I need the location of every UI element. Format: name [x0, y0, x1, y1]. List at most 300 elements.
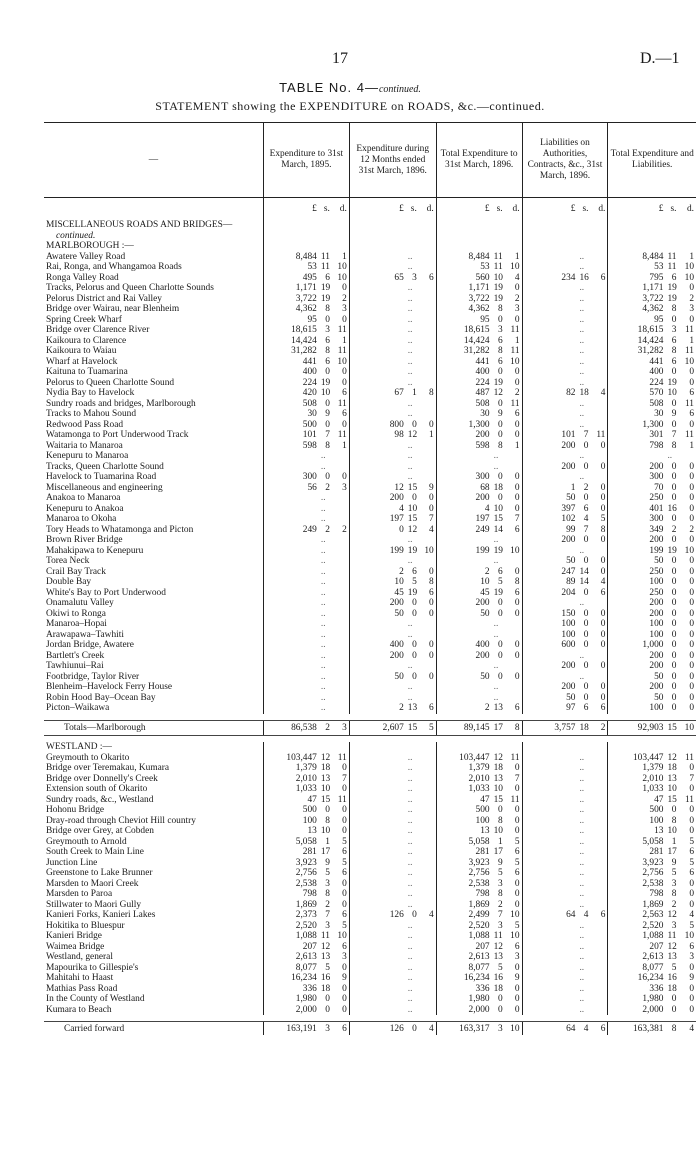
- empty-cell: [522, 994, 577, 1005]
- pence-cell: 0: [689, 619, 694, 629]
- pence-cell: 0: [342, 314, 347, 325]
- empty-cell: ..: [579, 941, 585, 952]
- pence-cell: 0: [429, 503, 434, 514]
- pence-cell: 0: [689, 703, 694, 713]
- shillings-cell: 8: [497, 815, 503, 826]
- pounds-cell: 18,615: [608, 325, 666, 336]
- pounds-cell: 420: [263, 388, 318, 399]
- pounds-cell: 92,903: [608, 720, 666, 736]
- table-row: [44, 868, 696, 879]
- empty-cell: [332, 577, 349, 588]
- pounds-cell: 47: [608, 795, 666, 806]
- pence-cell: 6: [689, 868, 694, 878]
- table-row: [44, 262, 696, 273]
- empty-cell: [419, 535, 436, 546]
- row-label: Bridge over Teremakau, Kumara: [46, 763, 170, 773]
- section-heading-row: [44, 231, 696, 242]
- empty-cell: ..: [407, 952, 413, 962]
- pounds-cell: 100: [522, 619, 577, 630]
- pounds-cell: 5,058: [436, 837, 491, 848]
- pence-cell: 0: [689, 608, 694, 619]
- row-label: Greenstone to Lake Brunner: [46, 868, 153, 878]
- empty-cell: [406, 742, 419, 753]
- empty-cell: [332, 231, 349, 242]
- pounds-cell: 3,757: [522, 720, 577, 736]
- pence-cell: 0: [514, 826, 520, 836]
- empty-cell: [522, 346, 577, 357]
- row-label: Rai, Ronga, and Whangamoa Roads: [46, 262, 182, 272]
- pounds-cell: 2,000: [608, 1005, 666, 1016]
- empty-cell: [492, 241, 505, 252]
- shillings-cell: 9: [325, 409, 330, 419]
- pence-cell: 0: [689, 815, 694, 826]
- unit-label: s.: [582, 203, 589, 214]
- pounds-cell: 250: [608, 588, 666, 599]
- empty-cell: [590, 879, 607, 890]
- pence-cell: 0: [514, 889, 520, 899]
- row-label: Dray-road through Cheviot Hill country: [46, 815, 196, 826]
- empty-cell: [419, 619, 436, 630]
- shillings-cell: 10: [493, 503, 503, 514]
- empty-cell: [590, 921, 607, 932]
- shillings-cell: 8: [497, 440, 503, 451]
- shillings-cell: 3: [319, 1022, 332, 1035]
- pounds-cell: 300: [608, 514, 666, 525]
- pence-cell: 9: [429, 482, 434, 493]
- shillings-cell: 19: [320, 283, 331, 293]
- pence-cell: 0: [342, 826, 347, 836]
- empty-cell: [319, 241, 332, 252]
- expenditure-table: [44, 122, 696, 1035]
- pounds-cell: 8,484: [263, 252, 318, 263]
- pounds-cell: 487: [436, 388, 491, 399]
- shillings-cell: 5: [325, 868, 330, 878]
- shillings-cell: 12: [493, 941, 503, 952]
- empty-cell: ..: [493, 619, 499, 629]
- empty-cell: [522, 858, 577, 869]
- empty-cell: ..: [579, 409, 585, 419]
- empty-cell: [522, 262, 577, 273]
- row-label: Kaikoura to Waiau: [46, 346, 117, 356]
- shillings-cell: 0: [583, 629, 589, 640]
- empty-cell: ..: [320, 461, 326, 472]
- row-label: Havelock to Tuamarina Road: [46, 472, 157, 482]
- pence-cell: 4: [429, 524, 434, 535]
- empty-cell: [419, 378, 436, 389]
- table-row: [44, 763, 696, 774]
- pence-cell: 6: [342, 388, 347, 398]
- empty-cell: [419, 742, 436, 753]
- table-row: [44, 703, 696, 714]
- shillings-cell: 19: [320, 293, 331, 304]
- pounds-cell: 50: [608, 672, 666, 683]
- pounds-cell: 95: [436, 315, 491, 326]
- empty-cell: ..: [320, 703, 326, 713]
- pence-cell: 0: [429, 493, 434, 503]
- pounds-cell: 68: [436, 483, 491, 494]
- pounds-cell: 100: [608, 703, 666, 714]
- empty-cell: [678, 220, 696, 231]
- empty-cell: [419, 451, 436, 462]
- shillings-cell: 0: [671, 805, 677, 815]
- empty-cell: [419, 973, 436, 984]
- empty-cell: ..: [407, 535, 413, 545]
- pounds-cell: 1,379: [608, 763, 666, 774]
- pence-cell: 1: [514, 440, 520, 451]
- pence-cell: 0: [689, 682, 694, 692]
- pence-cell: 0: [689, 640, 694, 650]
- table-row: [44, 420, 696, 431]
- table-row: [44, 483, 696, 494]
- pounds-cell: 163,381: [608, 1022, 666, 1035]
- unit-label: s.: [323, 203, 330, 214]
- empty-cell: [590, 399, 607, 410]
- pence-cell: 0: [342, 805, 347, 815]
- pence-cell: 1: [342, 440, 347, 451]
- empty-cell: [349, 973, 405, 984]
- shillings-cell: 5: [497, 962, 503, 973]
- shillings-cell: 0: [671, 682, 677, 692]
- pence-cell: 0: [429, 650, 434, 661]
- pounds-cell: 200: [522, 535, 577, 546]
- pence-cell: 0: [514, 763, 520, 773]
- shillings-cell: 18: [493, 983, 503, 994]
- empty-cell: [522, 763, 577, 774]
- empty-cell: [505, 661, 522, 672]
- pence-cell: 5: [342, 920, 347, 931]
- empty-cell: [419, 357, 436, 368]
- pence-cell: 0: [514, 671, 520, 682]
- pounds-cell: 14,424: [263, 336, 318, 347]
- pence-cell: 6: [342, 941, 347, 952]
- pence-cell: 11: [337, 346, 347, 356]
- empty-cell: [590, 826, 607, 837]
- row-label: Marsden to Maori Creek: [46, 878, 139, 889]
- row-label: Robin Hood Bay–Ocean Bay: [46, 692, 156, 703]
- table-row: [44, 693, 696, 704]
- shillings-cell: 5: [325, 962, 330, 973]
- pence-cell: 11: [510, 398, 520, 409]
- pounds-cell: 70: [608, 483, 666, 494]
- pence-cell: 0: [342, 472, 347, 482]
- empty-cell: [608, 241, 666, 252]
- row-label: South Creek to Main Line: [46, 847, 144, 857]
- pounds-cell: 50: [522, 493, 577, 504]
- table-row: [44, 682, 696, 693]
- pence-cell: 0: [689, 493, 694, 503]
- empty-cell: [522, 231, 577, 242]
- row-label: Bridge over Wairau, near Blenheim: [46, 304, 180, 314]
- pounds-cell: 200: [608, 661, 666, 672]
- empty-cell: [349, 816, 405, 827]
- empty-cell: ..: [579, 994, 585, 1004]
- row-label: Awatere Valley Road: [46, 251, 126, 262]
- pence-cell: 0: [689, 283, 694, 293]
- row-label: Torea Neck: [46, 556, 90, 566]
- empty-cell: ..: [320, 556, 326, 566]
- pounds-cell: 2: [349, 703, 405, 714]
- empty-cell: ..: [407, 941, 413, 952]
- table-row: [44, 651, 696, 662]
- table-row: [44, 346, 696, 357]
- pence-cell: 0: [600, 640, 606, 650]
- pence-cell: 0: [514, 566, 520, 577]
- shillings-cell: 2: [319, 720, 332, 736]
- pounds-cell: 4: [436, 504, 491, 515]
- empty-cell: ..: [320, 629, 326, 640]
- table-row: [44, 514, 696, 525]
- pence-cell: 3: [342, 952, 347, 962]
- pounds-cell: 1,171: [436, 283, 491, 294]
- pence-cell: 6: [600, 703, 606, 713]
- table-row: [44, 462, 696, 473]
- table-row: [44, 879, 696, 890]
- shillings-cell: 0: [671, 398, 677, 409]
- pounds-cell: 200: [608, 535, 666, 546]
- table-row: [44, 556, 696, 567]
- empty-cell: [263, 672, 318, 683]
- empty-cell: [590, 262, 607, 273]
- shillings-cell: 0: [583, 661, 589, 671]
- pence-cell: 0: [600, 482, 606, 493]
- row-label: Wharf at Havelock: [46, 356, 118, 367]
- shillings-cell: 18: [493, 482, 503, 493]
- pence-cell: 10: [684, 262, 694, 272]
- table-row: [44, 252, 696, 263]
- pounds-cell: 10: [349, 577, 405, 588]
- empty-cell: [419, 1005, 436, 1016]
- pounds-cell: 100: [436, 816, 491, 827]
- shillings-cell: 3: [671, 325, 677, 335]
- pounds-cell: 207: [608, 942, 666, 953]
- pounds-cell: 200: [436, 493, 491, 504]
- empty-cell: [332, 556, 349, 567]
- empty-cell: [349, 451, 405, 462]
- empty-cell: [522, 325, 577, 336]
- row-label: Jordan Bridge, Awatere: [46, 640, 134, 650]
- shillings-cell: 9: [671, 857, 677, 868]
- empty-cell: ..: [493, 629, 499, 640]
- empty-cell: ..: [493, 461, 499, 472]
- table-row: [44, 598, 696, 609]
- shillings-cell: 7: [583, 524, 589, 535]
- pence-cell: 0: [514, 962, 520, 973]
- shillings-cell: 19: [667, 545, 677, 556]
- pence-cell: 2: [590, 720, 607, 736]
- empty-cell: [665, 220, 678, 231]
- pence-cell: 0: [429, 598, 434, 608]
- table-row: [44, 451, 696, 462]
- shillings-cell: 0: [671, 472, 677, 482]
- pence-cell: 0: [600, 493, 606, 503]
- section-heading: continued.: [56, 230, 96, 241]
- empty-cell: [522, 283, 577, 294]
- pounds-cell: 1,088: [436, 931, 491, 942]
- pence-cell: 0: [429, 671, 434, 682]
- pence-cell: 11: [510, 752, 520, 763]
- pence-cell: 10: [337, 356, 347, 367]
- empty-cell: [332, 462, 349, 473]
- table-row: [44, 357, 696, 368]
- shillings-cell: 14: [579, 577, 589, 587]
- table-row: [44, 430, 696, 441]
- shillings-cell: 17: [493, 847, 503, 857]
- pence-cell: 10: [678, 720, 696, 736]
- pounds-cell: 300: [608, 472, 666, 483]
- empty-cell: [590, 420, 607, 431]
- pence-cell: 0: [689, 514, 694, 524]
- empty-cell: ..: [320, 545, 326, 556]
- empty-cell: [349, 661, 405, 672]
- pence-cell: 0: [342, 889, 347, 899]
- shillings-cell: 2: [671, 524, 677, 535]
- pence-cell: 0: [514, 472, 520, 482]
- pence-cell: 6: [514, 409, 520, 419]
- row-label: Marsden to Paroa: [46, 889, 113, 899]
- table-row: [44, 774, 696, 785]
- pence-cell: 0: [689, 472, 694, 482]
- shillings-cell: 0: [497, 472, 503, 482]
- empty-cell: [590, 868, 607, 879]
- pence-cell: 8: [600, 524, 606, 535]
- row-label: Waimea Bridge: [46, 941, 105, 952]
- pounds-cell: 2,010: [608, 774, 666, 785]
- empty-cell: [522, 942, 577, 953]
- pounds-cell: 50: [349, 609, 405, 620]
- empty-cell: [263, 577, 318, 588]
- empty-cell: ..: [407, 335, 413, 346]
- empty-cell: [590, 900, 607, 911]
- pounds-cell: 2,756: [436, 868, 491, 879]
- empty-cell: [349, 304, 405, 315]
- pounds-cell: 3,923: [608, 858, 666, 869]
- empty-cell: [522, 451, 577, 462]
- pounds-cell: 204: [522, 588, 577, 599]
- shillings-cell: 13: [667, 773, 677, 784]
- units-label-cell: [44, 198, 263, 221]
- pounds-cell: 126: [349, 910, 405, 921]
- column-header: Expenditure during 12 Months ended 31st March, 1896.: [349, 123, 436, 198]
- pence-cell: 1: [514, 251, 520, 262]
- pence-cell: 11: [337, 325, 347, 335]
- pounds-cell: 1,171: [263, 283, 318, 294]
- pounds-cell: 4,362: [608, 304, 666, 315]
- pence-cell: 0: [514, 983, 520, 994]
- pence-cell: 5: [600, 514, 606, 524]
- pence-cell: 4: [600, 577, 606, 587]
- shillings-cell: 1: [325, 836, 330, 847]
- pounds-cell: 100: [608, 619, 666, 630]
- table-row: [44, 336, 696, 347]
- pounds-cell: 400: [436, 367, 491, 378]
- pence-cell: 0: [689, 784, 694, 794]
- empty-cell: [419, 826, 436, 837]
- empty-cell: [419, 220, 436, 231]
- unit-label: d.: [426, 203, 434, 214]
- pence-cell: 0: [514, 805, 520, 815]
- empty-cell: [522, 651, 577, 662]
- row-label: Sundry roads, &c., Westland: [46, 794, 154, 805]
- shillings-cell: 0: [497, 598, 503, 608]
- empty-cell: ..: [579, 451, 585, 461]
- empty-cell: ..: [579, 304, 585, 314]
- row-label: Mahitahi to Haast: [46, 973, 114, 983]
- empty-cell: [349, 763, 405, 774]
- pounds-cell: 53: [263, 262, 318, 273]
- row-label: Kaikoura to Clarence: [46, 335, 127, 346]
- table-row: [44, 294, 696, 305]
- shillings-cell: 2: [325, 482, 330, 493]
- pounds-cell: 400: [436, 640, 491, 651]
- empty-cell: [419, 889, 436, 900]
- shillings-cell: 0: [497, 493, 503, 503]
- shillings-cell: 7: [583, 430, 589, 440]
- pounds-cell: 200: [349, 651, 405, 662]
- shillings-cell: 8: [671, 815, 677, 826]
- empty-cell: [419, 409, 436, 420]
- row-label: Westland, general: [46, 952, 113, 962]
- empty-cell: [436, 682, 491, 693]
- shillings-cell: 6: [497, 356, 503, 367]
- shillings-cell: 0: [671, 671, 677, 682]
- shillings-cell: 0: [671, 314, 677, 325]
- section-heading: WESTLAND :—: [46, 742, 112, 752]
- empty-cell: ..: [320, 661, 326, 671]
- empty-cell: [349, 847, 405, 858]
- empty-cell: ..: [407, 367, 413, 377]
- unit-label: £: [263, 198, 318, 221]
- shillings-cell: 0: [497, 398, 503, 409]
- shillings-cell: 15: [406, 720, 419, 736]
- empty-cell: [332, 609, 349, 620]
- empty-cell: ..: [320, 451, 326, 461]
- empty-cell: [419, 462, 436, 473]
- row-label: Carried forward: [44, 1022, 263, 1035]
- pence-cell: 6: [514, 847, 520, 857]
- pounds-cell: 336: [436, 984, 491, 995]
- pence-cell: 2: [689, 293, 694, 304]
- empty-cell: ..: [579, 251, 585, 262]
- shillings-cell: 11: [493, 262, 503, 272]
- empty-cell: [349, 367, 405, 378]
- empty-cell: [332, 640, 349, 651]
- empty-cell: [349, 837, 405, 848]
- empty-cell: ..: [407, 682, 413, 692]
- empty-cell: [522, 672, 577, 683]
- empty-cell: ..: [579, 983, 585, 994]
- shillings-cell: 0: [583, 619, 589, 629]
- pence-cell: 11: [684, 325, 694, 335]
- empty-cell: [492, 220, 505, 231]
- pence-cell: 0: [689, 805, 694, 815]
- totals-row: [44, 720, 696, 736]
- shillings-cell: 6: [325, 335, 330, 346]
- row-label: Kaituna to Tuamarina: [46, 367, 128, 377]
- shillings-cell: 4: [583, 910, 589, 920]
- row-label: Greymouth to Arnold: [46, 836, 127, 847]
- table-row: [44, 546, 696, 557]
- empty-cell: [263, 703, 318, 714]
- empty-cell: [522, 921, 577, 932]
- row-label: Watamonga to Port Underwood Track: [46, 430, 189, 440]
- empty-cell: ..: [493, 661, 499, 671]
- empty-cell: [332, 598, 349, 609]
- shillings-cell: 18: [493, 763, 503, 773]
- row-label: Okiwi to Ronga: [46, 608, 106, 619]
- pence-cell: 10: [337, 262, 347, 272]
- pence-cell: 10: [337, 931, 347, 941]
- pence-cell: 10: [510, 262, 520, 272]
